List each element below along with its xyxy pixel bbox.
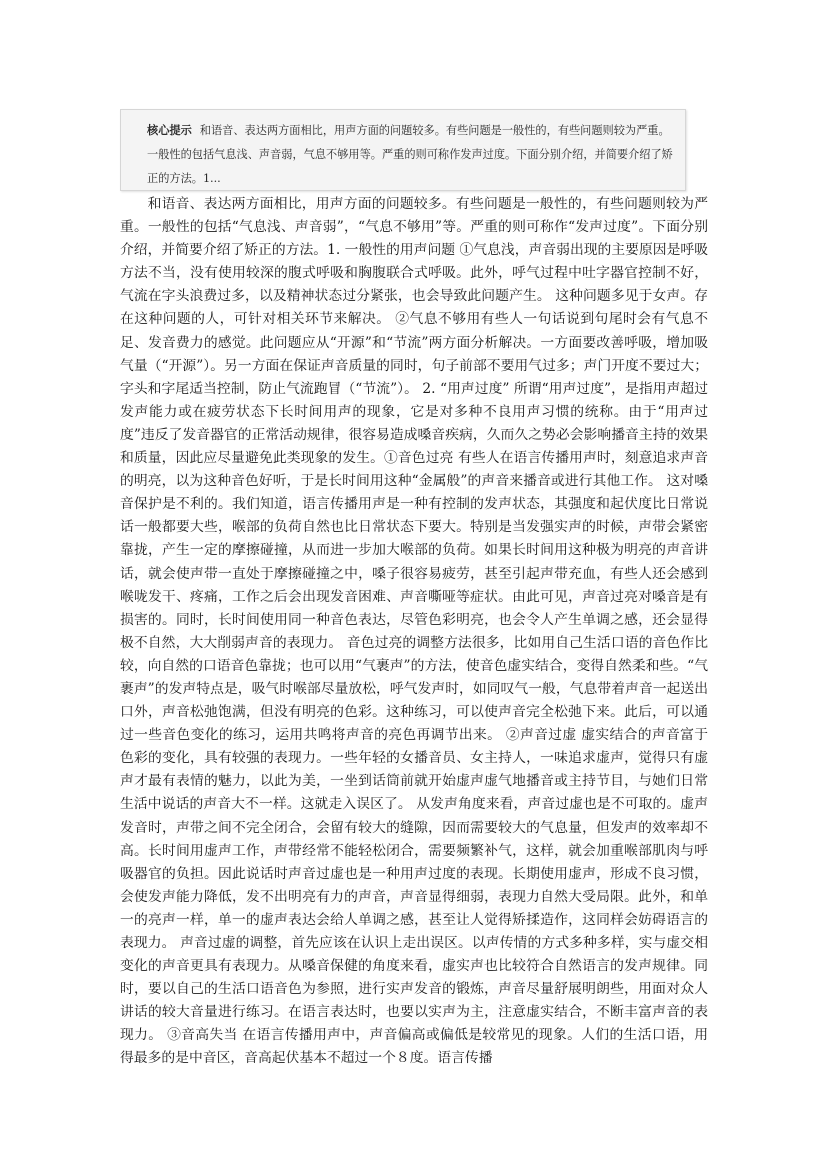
summary-text: 和语音、表达两方面相比，用声方面的问题较多。有些问题是一般性的，有些问题则较为严重。一般性的包括气息浅、声音弱，气息不够用等。严重的则可称作发声过度。下面分别介绍，并简要介绍了矫正的方法。1...	[147, 124, 673, 185]
summary-label: 核心提示	[147, 123, 192, 137]
article-body: 和语音、表达两方面相比，用声方面的问题较多。有些问题是一般性的，有些问题则较为严重。一般性的包括“气息浅、声音弱”，“气息不够用”等。严重的则可称作“发声过度”。下面分别介绍，并简要介绍了矫正的方法。1. 一般性的用声问题 ①气息浅，声音弱出现的主要原因是呼吸方法不当，没有使用较深的腹式呼吸和胸腹联合式呼吸。此外，呼气过程中吐字器官控制不好，气流在字头浪费过多，以及精神状态过分紧张，也会导致此问题产生。 这种问题多见于女声。存在这种问题的人，可针对相关环节来解决。 ②气息不够用有些人一句话说到句尾时会有气息不足、发音费力的感觉。此问题应从“开源”和“节流”两方面分析解决。一方面要改善呼吸，增加吸气量（“开源”）。另一方面在保证声音质量的同时，句子前部不要用气过多；声门开度不要过大；字头和字尾适当控制，防止气流跑冒（“节流”）。 2. “用声过度” 所谓“用声过度”，是指用声超过发声能力或在疲劳状态下长时间用声的现象，它是对多种不良用声习惯的统称。由于“用声过度”违反了发音器官的正常活动规律，很容易造成嗓音疾病，久而久之势必会影响播音主持的效果和质量，因此应尽量避免此类现象的发生。①音色过亮 有些人在语言传播用声时，刻意追求声音的明亮，以为这种音色好听，于是长时间用这种“金属般”的声音来播音或进行其他工作。 这对嗓音保护是不利的。我们知道，语言传播用声是一种有控制的发声状态，其强度和起伏度比日常说话一般都要大些，喉部的负荷自然也比日常状态下要大。特别是当发强实声的时候，声带会紧密靠拢，产生一定的摩擦碰撞，从而进一步加大喉部的负荷。如果长时间用这种极为明亮的声音讲话，就会使声带一直处于摩擦碰撞之中，嗓子很容易疲劳，甚至引起声带充血，有些人还会感到喉咙发干、疼痛，工作之后会出现发音困难、声音嘶哑等症状。由此可见，声音过亮对嗓音是有损害的。同时，长时间使用同一种音色表达，尽管色彩明亮，也会令人产生单调之感，还会显得极不自然，大大削弱声音的表现力。 音色过亮的调整方法很多，比如用自己生活口语的音色作比较，向自然的口语音色靠拢；也可以用“气裹声”的方法，使音色虚实结合，变得自然柔和些。“气裹声”的发声特点是，吸气时喉部尽量放松，呼气发声时，如同叹气一般，气息带着声音一起送出口外，声音松弛饱满，但没有明亮的色彩。这种练习，可以使声音完全松弛下来。此后，可以通过一些音色变化的练习，运用共鸣将声音的亮色再调节出来。 ②声音过虚 虚实结合的声音富于色彩的变化，具有较强的表现力。一些年轻的女播音员、女主持人，一味追求虚声，觉得只有虚声才最有表情的魅力，以此为美，一坐到话筒前就开始虚声虚气地播音或主持节目，与她们日常生活中说话的声音大不一样。这就走入误区了。 从发声角度来看，声音过虚也是不可取的。虚声发音时，声带之间不完全闭合，会留有较大的缝隙，因而需要较大的气息量，但发声的效率却不高。长时间用虚声工作，声带经常不能轻松闭合，需要频繁补气，这样，就会加重喉部肌肉与呼吸器官的负担。因此说话时声音过虚也是一种用声过度的表现。长期使用虚声，形成不良习惯，会使发声能力降低，发不出明亮有力的声音，声音显得细弱，表现力自然大受局限。此外，和单一的亮声一样，单一的虚声表达会给人单调之感，甚至让人觉得矫揉造作，这同样会妨碍语言的表现力。 声音过虚的调整，首先应该在认识上走出误区。以声传情的方式多种多样，实与虚交相变化的声音更具有表现力。从嗓音保健的角度来看，虚实声也比较符合自然语言的发声规律。同时，要以自己的生活口语音色为参照，进行实声发音的锻炼，声音尽量舒展明朗些，用面对众人讲话的较大音量进行练习。在语言表达时，也要以实声为主，注意虚实结合，不断丰富声音的表现力。 ③音高失当 在语言传播用声中，声音偏高或偏低是较常见的现象。人们的生活口语，用得最多的是中音区，音高起伏基本不超过一个８度。语言传播	[120, 196, 708, 1067]
core-summary-box	[120, 109, 686, 191]
